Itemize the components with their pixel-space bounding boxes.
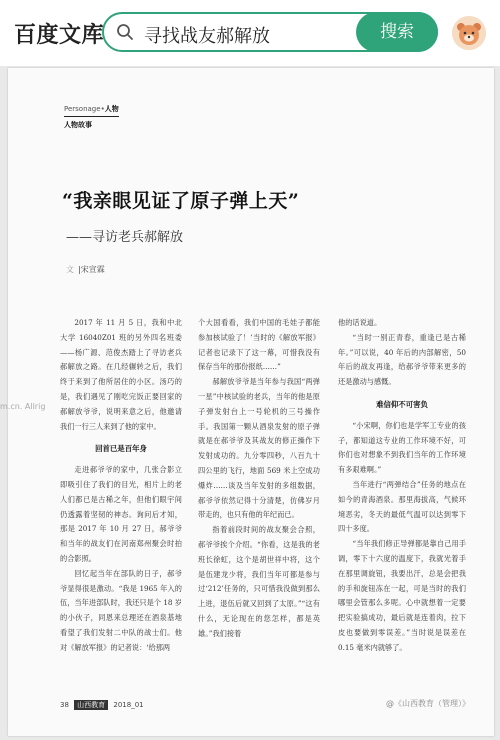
search-icon (116, 23, 134, 41)
search-input[interactable]: 寻找战友郝解放 (144, 26, 270, 47)
text-column-2 (198, 316, 320, 642)
paragraph: 指着前段时间的战友聚会合照，郝爷爷挨个介绍。“你看，这是我的老班长徐虹，这个是胡世祥中将，这个是伍建龙少将，我们当年可都是参与过‘212’任务的，只可惜我没做到那么上进，退伍后就又回到了太原。”“这有什么，无论现在的您怎样，都是英雄。”我们接着 (198, 525, 320, 638)
paragraph: 郝解放爷爷是当年参与我国“两弹一星”中核试验的老兵，当年的他是原子弹发射台上一号轮机的三号操作手。我国第一颗从酒泉发射的原子弹就是在郝爷爷及其战友的修正操作下发射成功的。九分零四秒，八百九十四公里的飞行，地面 569 米上空成功爆炸……谈及当年发射的多组数据，郝爷爷依然记得十分清楚，仿佛岁月带走的，也只有他的年纪而已。 (198, 377, 320, 520)
magazine-name: 山西教育 (74, 700, 108, 710)
top-bar (0, 0, 500, 66)
text-column-3 (338, 316, 466, 656)
search-button[interactable]: 搜索 (356, 12, 438, 52)
bear-avatar-icon (452, 16, 486, 50)
paragraph: 回忆起当年在部队的日子，郝爷爷显得很是激动。“我是 1965 年入的伍，当年进部队时，我还只是个 18 岁的小伙子，同恩来总理还在酒泉基地看望了我们发射二中队的战士们。他对《解放军报》的记者说：‘给那两 (60, 568, 182, 652)
section-rubric: Personage•人物 (64, 105, 119, 113)
text-column-1 (60, 316, 182, 656)
source-watermark: @《山西教育（管理）》 (386, 699, 470, 708)
avatar[interactable] (452, 16, 486, 50)
site-logo[interactable]: 百度文库 (14, 23, 105, 48)
article-author: 文 |宋宣霖 (66, 265, 105, 274)
issue-number: 2018_01 (113, 701, 144, 709)
paragraph: 个大国看看，我们中国的毛娃子都能参加核试验了！’当时的《解放军报》记者也记录下了这一幕，可惜我没有保存当年的那份报纸……” (198, 318, 320, 372)
paragraph: “小宋啊，你们也是学军工专业的孩子，都知道这专业的工作环境不好，可你们也对想象不到我们当年的工作环境有多艰难啊。” (338, 420, 466, 475)
paragraph: 他的话说道。 (338, 318, 382, 327)
article-title: “我亲眼见证了原子弹上天” (62, 190, 300, 212)
article-subtitle: ——寻访老兵郝解放 (66, 230, 184, 245)
paragraph: 走进郝爷爷的家中，几张合影立即吸引住了我们的目光，相片上的老人们都已是古稀之年，但他们眼宇间仍透露着坚韧的神态。询问后才知，那是 2017 年 10 月 27 日，郝爷爷和当年的战友们在河南郑州聚会时拍的合影照。 (60, 465, 182, 563)
section-heading: 难信仰不可害负 (376, 399, 428, 409)
section-subrubric: 人物故事 (64, 121, 92, 129)
page-number: 38 (60, 701, 69, 709)
paragraph: 当年进行“两弹结合”任务的地点在如今的青海酒泉。那里海拔高，气候环境恶劣，冬天的最低气温可以达到零下四十多度。 (338, 479, 466, 534)
rubric-divider (64, 116, 119, 117)
paragraph: 2017 年 11 月 5 日，我和中北大学 16040Z01 班的另外四名班委——杨广源、范俊杰踏上了寻访老兵郝解放之路。在几经辗转之后，我们终于来到了他所居住的小区。汤巧的是，我们遇见了刚吃完饭正要回家的郝解放爷爷，说明来意之后，他邀请我们一行三人来到了他的家中。 (60, 318, 182, 431)
page-footer (60, 700, 144, 710)
side-watermark: m.cn. Allrig (0, 402, 46, 411)
section-heading: 回首已是百年身 (95, 444, 147, 454)
search-box[interactable] (102, 12, 438, 52)
paragraph: “当时一别正青春，重逢已是古稀年。”可以说，40 年后的内部解密，50 年后的战友再逢，给郝爷爷带来更多的还是激动与感慨。 (338, 332, 466, 387)
paragraph: “当年我们修正导弹都是靠自己用手调，零下十六度的温度下，我就光着手在那里调旋钮，我要出汗，总是会把我的手和旋钮冻在一起，可是当时的我们哪里会管那么多呢。心中就想着一定要把实验搞成功，最后就是连着肉，拉下皮也要做到零误差。”当时说是误差在 0.15 毫米内就够了。 (338, 539, 466, 652)
